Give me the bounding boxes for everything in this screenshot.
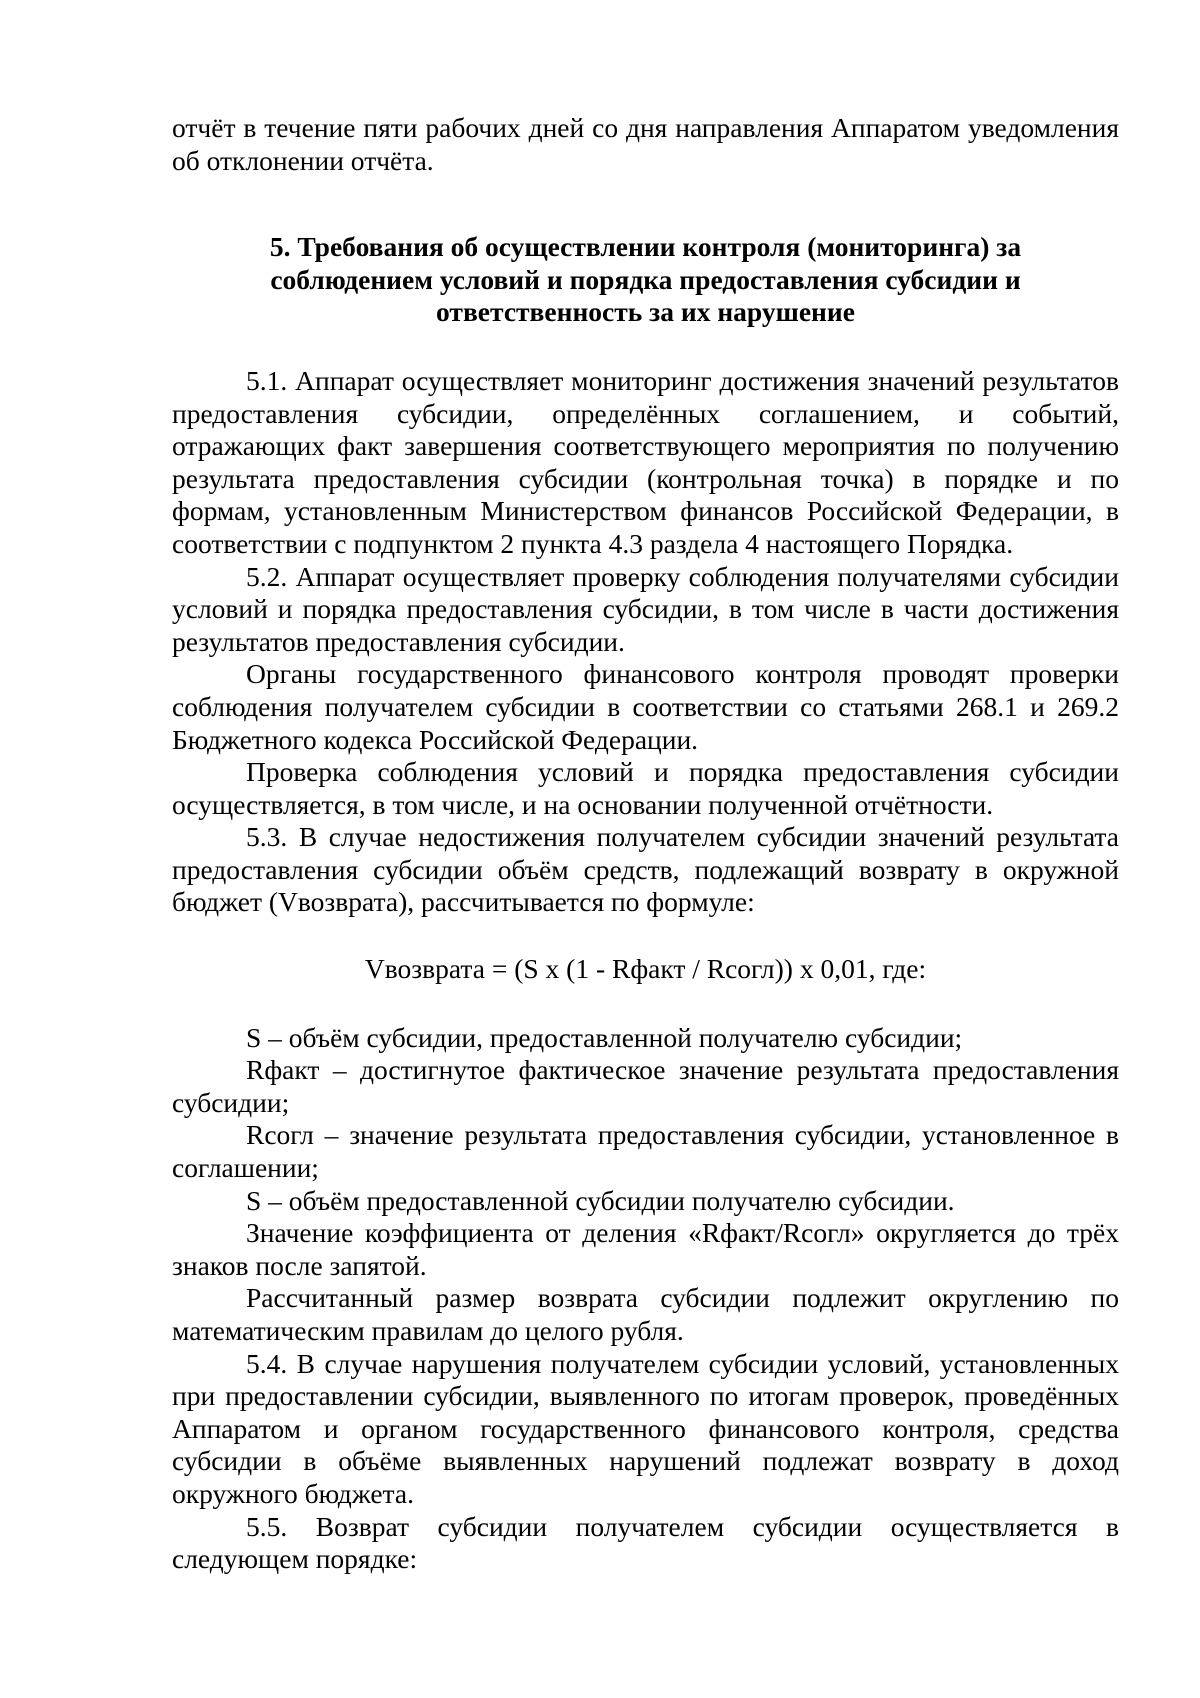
definition-s-provided: S – объём предоставленной субсидии получателю субсидии.: [246, 1184, 955, 1216]
paragraph-coefficient: Значение коэффициента от деления «Rфакт/Rсогл» округляется до трёх знаков после запятой.: [172, 1217, 1119, 1281]
paragraph-intro: отчёт в течение пяти рабочих дней со дня направления Аппаратом уведомления об отклонении отчёта.: [172, 112, 1119, 176]
section-heading-line-1: 5. Требования об осуществлении контроля (мониторинга) за: [269, 231, 1022, 263]
paragraph-control-organs: Органы государственного финансового контроля проводят проверки соблюдения получателем субсидии в соответствии со статьями 268.1 и 269.2 Бюджетного кодекса Российской Федерации.: [172, 658, 1119, 755]
paragraph-5-1: 5.1. Аппарат осуществляет мониторинг достижения значений результатов предоставления субсидии, определённых соглашением, и событий, отражающих факт завершения соответствующего мероприятия по получению результата предоставления субсидии (контрольная точка) в порядке и по формам, установленным Министерством финансов Российской Федерации, в соответствии с подпунктом 2 пункта 4.3 раздела 4 настоящего Порядка.: [172, 364, 1119, 559]
return-formula: Vвозврата = (S x (1 - Rфакт / Rсогл)) x 0,01, где:: [364, 953, 927, 985]
paragraph-check: Проверка соблюдения условий и порядка предоставления субсидии осуществляется, в том числе, и на основании полученной отчётности.: [172, 756, 1119, 820]
paragraph-5-3: 5.3. В случае недостижения получателем субсидии значений результата предоставления субсидии объём средств, подлежащий возврату в окружной бюджет (Vвозврата), рассчитывается по формуле:: [172, 821, 1119, 918]
section-heading-line-3: ответственность за их нарушение: [436, 296, 855, 328]
paragraph-5-2: 5.2. Аппарат осуществляет проверку соблюдения получателями субсидии условий и порядка предоставления субсидии, в том числе в части достижения результатов предоставления субсидии.: [172, 560, 1119, 657]
section-heading: [172, 231, 1119, 329]
document-page: [172, 112, 1119, 1576]
paragraph-rounding: Рассчитанный размер возврата субсидии подлежит округлению по математическим правилам до целого рубля.: [172, 1282, 1119, 1346]
definition-r-sogl: Rсогл – значение результата предоставления субсидии, установленное в соглашении;: [172, 1119, 1119, 1184]
section-heading-line-2: соблюдением условий и порядка предоставления субсидии и: [270, 263, 1021, 295]
definition-s-volume: S – объём субсидии, предоставленной получателю субсидии;: [246, 1021, 963, 1053]
definition-r-fact: Rфакт – достигнутое фактическое значение результата предоставления субсидии;: [172, 1054, 1119, 1118]
paragraph-5-5: 5.5. Возврат субсидии получателем субсидии осуществляется в следующем порядке:: [172, 1510, 1119, 1575]
paragraph-5-4: 5.4. В случае нарушения получателем субсидии условий, установленных при предоставлении субсидии, выявленного по итогам проверок, проведённых Аппаратом и органом государственного финансового контроля, средства субсидии в объёме выявленных нарушений подлежат возврату в доход окружного бюджета.: [172, 1347, 1119, 1509]
